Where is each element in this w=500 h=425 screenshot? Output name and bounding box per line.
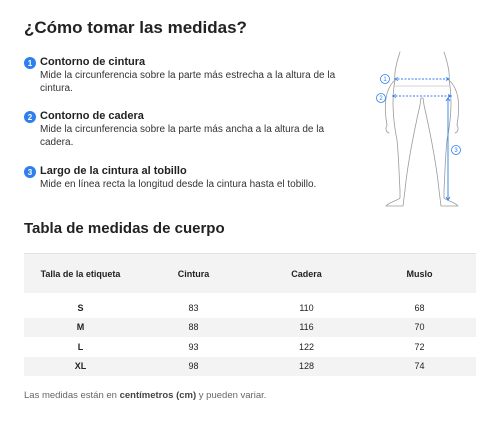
page-title: ¿Cómo tomar las medidas? [24, 18, 247, 37]
hip-cell: 128 [250, 357, 363, 377]
step-title: Contorno de cadera [40, 110, 144, 122]
left-hand-outline [386, 125, 389, 133]
step-description: Mide la circunferencia sobre la parte más ancha a la altura de la cadera. [40, 124, 325, 148]
size-cell: L [77, 341, 84, 352]
col-header-waist: Cintura [137, 254, 250, 296]
step-description: Mide la circunferencia sobre la parte más estrecha a la altura de la cintura. [40, 70, 336, 94]
table-row [24, 296, 476, 318]
waist-cell: 93 [188, 341, 199, 352]
table-title: Tabla de medidas de cuerpo [24, 220, 225, 237]
size-table [24, 253, 476, 376]
waist-cell: 98 [137, 357, 250, 377]
marker-1-label: 1 [383, 77, 387, 84]
legs-outline [386, 86, 458, 206]
thigh-cell: 72 [414, 341, 425, 352]
thigh-cell: 70 [363, 318, 476, 338]
col-header-hip: Cadera [250, 254, 363, 296]
table-row [24, 357, 476, 377]
table-header-row [24, 254, 476, 296]
step-description: Mide en línea recta la longitud desde la cintura hasta el tobillo. [40, 179, 317, 190]
table-row [24, 318, 476, 338]
size-cell: XL [24, 357, 137, 377]
hip-cell: 110 [250, 296, 363, 318]
footnote-text: Las medidas están en [24, 390, 120, 401]
size-cell: S [24, 296, 137, 318]
thigh-cell: 74 [363, 357, 476, 377]
units-footnote [24, 390, 266, 401]
right-hand-outline [455, 125, 458, 133]
step-title: Contorno de cintura [40, 56, 146, 68]
step-number-badge: 1 [24, 57, 36, 69]
col-header-thigh: Muslo [363, 254, 476, 296]
footnote-text-end: y pueden variar. [196, 390, 267, 401]
step-number-badge: 3 [24, 166, 36, 178]
hip-cell: 116 [250, 318, 363, 338]
size-cell: M [24, 318, 137, 338]
torso-outline-right [444, 52, 450, 86]
waist-cell: 83 [137, 296, 250, 318]
thigh-cell: 68 [363, 296, 476, 318]
marker-3-label: 3 [454, 148, 458, 155]
step-title: Largo de la cintura al tobillo [40, 165, 187, 177]
table-row [24, 337, 476, 357]
hip-cell: 122 [298, 341, 315, 352]
marker-2-label: 2 [379, 96, 383, 103]
waist-cell: 88 [137, 318, 250, 338]
step-number-badge: 2 [24, 111, 36, 123]
col-header-size: Talla de la etiqueta [24, 254, 137, 296]
torso-outline-left [394, 52, 400, 86]
body-measurement-illustration [372, 50, 472, 215]
footnote-units: centímetros (cm) [119, 390, 197, 401]
